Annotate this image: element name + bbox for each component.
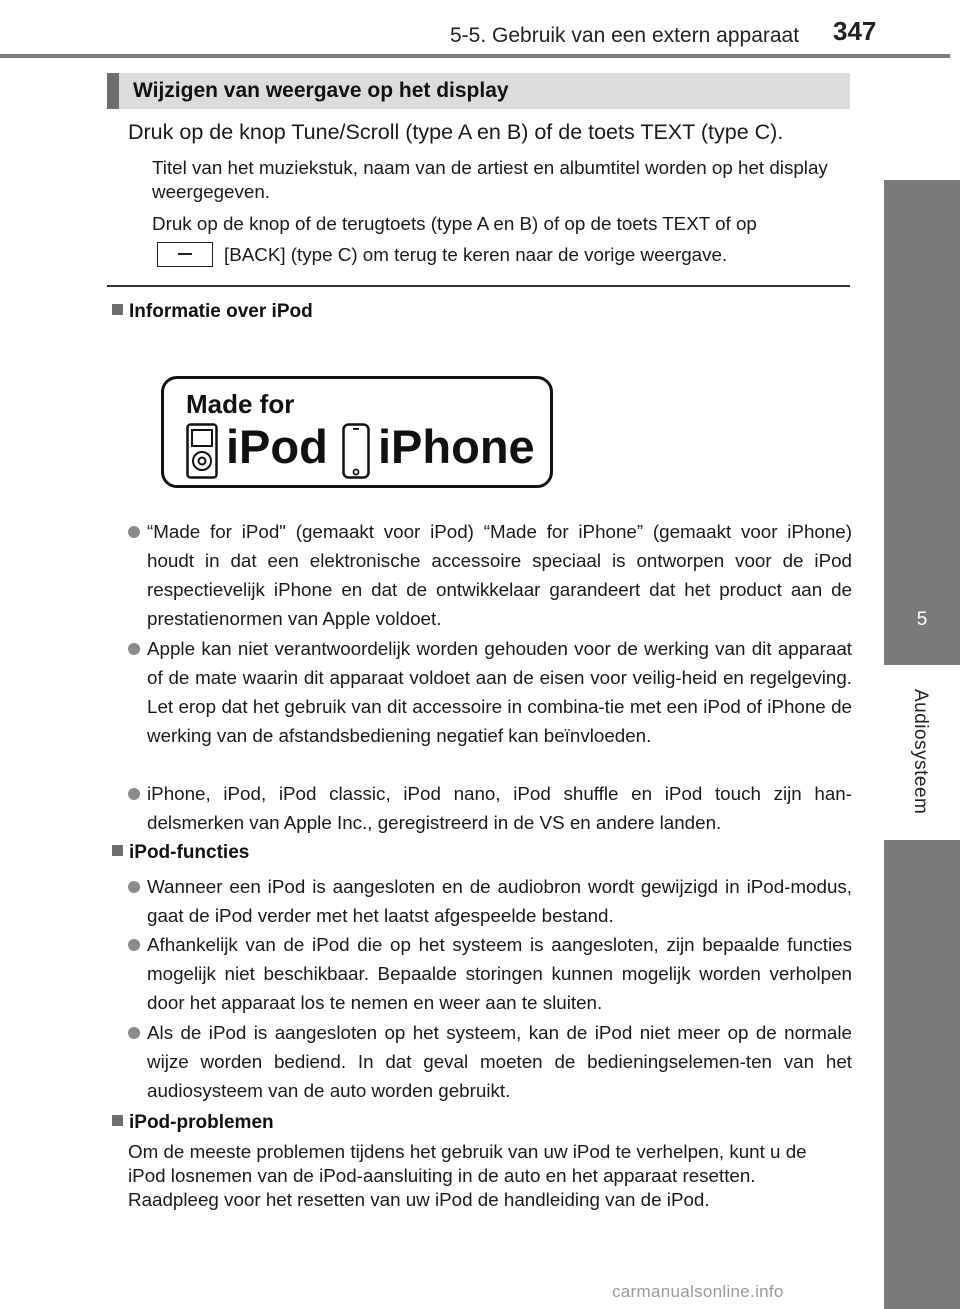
- square-bullet-icon: [112, 304, 123, 315]
- bullet-dot-icon: [128, 788, 140, 800]
- side-tab-top-blank: [884, 0, 960, 180]
- logo-made-for-text: Made for: [186, 389, 295, 419]
- watermark: carmanualsonline.info: [612, 1282, 784, 1301]
- logo-iphone-text: iPhone: [378, 420, 535, 473]
- bullet-item: [128, 872, 852, 930]
- header-rule: [0, 54, 950, 58]
- sub-note-display: Titel van het muziekstuk, naam van de artiest en albumtitel worden op het display weergegeven.: [152, 157, 828, 202]
- bullet-item: [128, 634, 852, 750]
- subhead-functies: [112, 842, 249, 864]
- subhead-problemen: [112, 1112, 274, 1134]
- subhead-text: iPod-functies: [129, 842, 250, 863]
- logo-ipod-text: iPod: [226, 420, 328, 473]
- back-note: [BACK] (type C) om terug te keren naar de vorige weergave.: [224, 244, 728, 265]
- bullet-text: Als de iPod is aangesloten op het systeem, kan de iPod niet meer op de normale wijze worden bediend. In dat geval moeten de bedieningselemen-ten van het audiosysteem van de auto worden gebruikt.: [147, 1022, 852, 1101]
- sub-note-back: Druk op de knop of de terugtoets (type A en B) of op de toets TEXT of op: [152, 213, 757, 234]
- running-header-title: 5-5. Gebruik van een extern apparaat: [450, 24, 800, 47]
- instruction-step: Druk op de knop Tune/Scroll (type A en B) of de toets TEXT (type C).: [128, 120, 784, 144]
- bullet-text: iPhone, iPod, iPod classic, iPod nano, iPod shuffle en iPod touch zijn han-delsmerken van Apple Inc., geregistreerd in de VS en andere landen.: [147, 783, 852, 833]
- bullet-dot-icon: [128, 643, 140, 655]
- back-button-icon: [157, 242, 213, 267]
- chapter-number: 5: [884, 575, 960, 665]
- bullet-text: “Made for iPod" (gemaakt voor iPod) “Made for iPhone” (gemaakt voor iPhone) houdt in dat een elektronische accessoire speciaal is ontworpen voor de iPod respectievelijk iPhone en dat de ontwikkelaar garandeert dat het product aan de prestatienormen van Apple voldoet.: [147, 521, 852, 629]
- made-for-ipod-iphone-logo: [161, 376, 553, 488]
- bullet-item: [128, 517, 852, 633]
- square-bullet-icon: [112, 1115, 123, 1126]
- problemen-paragraph: Om de meeste problemen tijdens het gebruik van uw iPod te verhelpen, kunt u de iPod losnemen van de iPod-aansluiting in de auto en het apparaat resetten. Raadpleeg voor het resetten van uw iPod de handleiding van de iPod.: [128, 1141, 807, 1210]
- bullet-text: Wanneer een iPod is aangesloten en de audiobron wordt gewijzigd in iPod-modus, gaat de iPod verder met het laatst afgespeelde bestand.: [147, 876, 852, 926]
- bullet-item: [128, 1018, 852, 1105]
- bullet-dot-icon: [128, 881, 140, 893]
- bullet-dot-icon: [128, 939, 140, 951]
- bullet-item: [128, 779, 852, 837]
- subhead-informatie: [112, 301, 313, 323]
- bullet-dot-icon: [128, 1027, 140, 1039]
- bullet-text: Apple kan niet verantwoordelijk worden gehouden voor de werking van dit apparaat of de mate waarin dit apparaat voldoet aan de eisen voor veilig-heid en regelgeving. Let erop dat het gebruik van dit accessoire in combina-tie met een iPod of iPhone de werking van de afstandsbediening negatief kan beïnvloeden.: [147, 638, 852, 746]
- section-divider: [107, 285, 850, 287]
- bullet-text: Afhankelijk van de iPod die op het systeem is aangesloten, zijn bepaalde functies mogelijk niet beschikbaar. Bepaalde storingen kunnen mogelijk worden verholpen door het apparaat los te nemen en weer aan te sluiten.: [147, 934, 852, 1013]
- subhead-text: Informatie over iPod: [129, 301, 313, 322]
- chapter-label: Audiosysteem: [910, 689, 931, 815]
- ipod-device-icon: [186, 423, 218, 479]
- box-heading-text: Wijzigen van weergave op het display: [133, 79, 509, 102]
- bullet-dot-icon: [128, 526, 140, 538]
- square-bullet-icon: [112, 845, 123, 856]
- box-heading: [107, 73, 850, 109]
- subhead-text: iPod-problemen: [129, 1112, 274, 1133]
- bullet-item: [128, 930, 852, 1017]
- page-number: 347: [833, 16, 877, 46]
- iphone-device-icon: [342, 423, 370, 479]
